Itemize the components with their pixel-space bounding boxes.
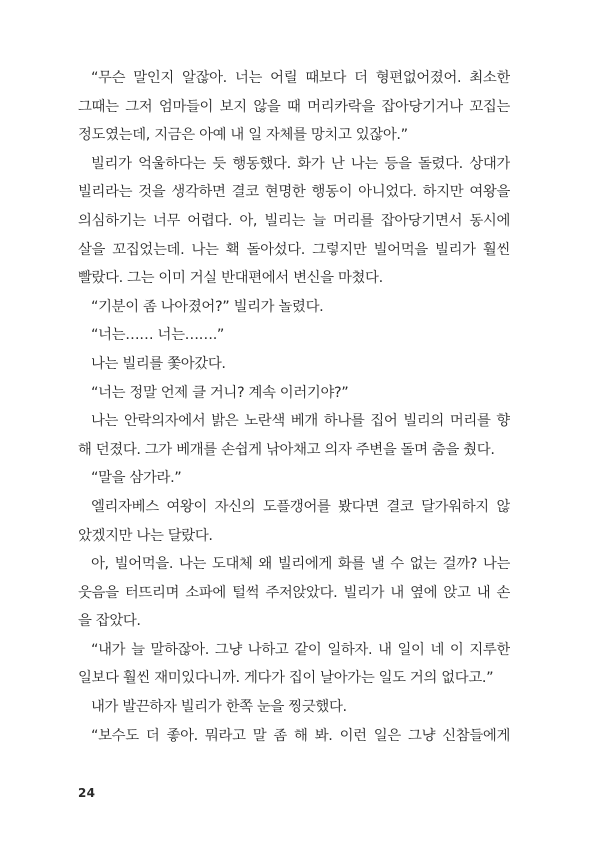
text-line: 그때는 그저 엄마들이 보지 않을 때 머리카락을 잡아당기거나 꼬집는 <box>78 98 510 115</box>
text-line: 정도였는데, 지금은 아예 내 일 자체를 망치고 있잖아.” <box>78 127 408 144</box>
text-line: “말을 삼가라.” <box>91 470 182 487</box>
text-line: 해 던졌다. 그가 베개를 손쉽게 낚아채고 의자 주변을 돌며 춤을 췄다. <box>78 441 495 458</box>
body-text <box>78 64 510 750</box>
text-line: 빌리가 억울하다는 듯 행동했다. 화가 난 나는 등을 돌렸다. 상대가 <box>91 155 510 172</box>
text-line: 내가 발끈하자 빌리가 한쪽 눈을 찡긋했다. <box>91 699 347 716</box>
page-number: 24 <box>78 786 96 800</box>
text-line: “내가 늘 말하잖아. 그냥 나하고 같이 일하자. 내 일이 네 이 지루한 <box>91 641 510 658</box>
text-line: 엘리자베스 여왕이 자신의 도플갱어를 봤다면 결코 달가워하지 않 <box>91 498 510 515</box>
text-line: “너는…… 너는…….” <box>91 327 225 344</box>
text-line: 웃음을 터뜨리며 소파에 털썩 주저앉았다. 빌리가 내 옆에 앉고 내 손 <box>78 584 510 601</box>
text-line: 의심하기는 너무 어렵다. 아, 빌리는 늘 머리를 잡아당기면서 동시에 <box>78 212 510 229</box>
text-line: 았겠지만 나는 달랐다. <box>78 527 213 544</box>
text-line: “기분이 좀 나아졌어?” 빌리가 놀렸다. <box>91 298 324 315</box>
text-line: 나는 안락의자에서 밝은 노란색 베개 하나를 집어 빌리의 머리를 향 <box>91 413 510 430</box>
text-line: 을 잡았다. <box>78 613 141 630</box>
text-line: 살을 꼬집었는데. 나는 홱 돌아섰다. 그렇지만 빌어먹을 빌리가 훨씬 <box>78 241 510 258</box>
text-line: 일보다 훨씬 재미있다니까. 게다가 집이 날아가는 일도 거의 없다고.” <box>78 670 494 687</box>
text-line: “무슨 말인지 알잖아. 너는 어릴 때보다 더 형편없어졌어. 최소한 <box>91 70 510 86</box>
text-line: 아, 빌어먹을. 나는 도대체 왜 빌리에게 화를 낼 수 없는 걸까? 나는 <box>91 556 510 573</box>
text-line: “보수도 더 좋아. 뭐라고 말 좀 해 봐. 이런 일은 그냥 신참들에게 <box>91 727 510 744</box>
text-line: 빌리라는 것을 생각하면 결코 현명한 행동이 아니었다. 하지만 여왕을 <box>78 184 510 201</box>
text-line: “너는 정말 언제 클 거니? 계속 이러기야?” <box>91 384 349 401</box>
text-line: 빨랐다. 그는 이미 거실 반대편에서 변신을 마쳤다. <box>78 270 383 287</box>
text-line: 나는 빌리를 쫓아갔다. <box>91 355 226 372</box>
